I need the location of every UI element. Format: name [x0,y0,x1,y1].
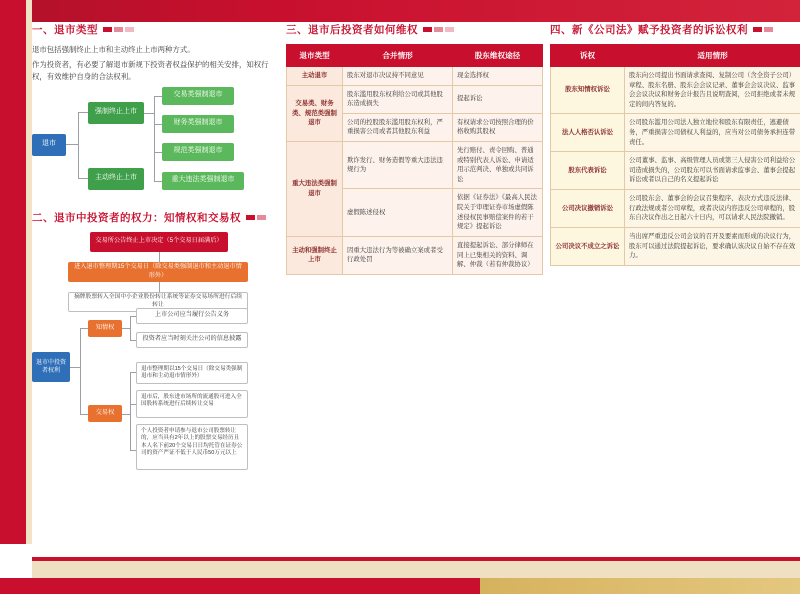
tree-note-announcement: 交易所公告终止上市决定（5个交易日届满后） [90,232,228,252]
table-row [287,236,543,274]
connector [122,328,130,329]
bottom-cream-band [32,561,800,578]
top-bar-gradient [0,0,800,22]
section-1-title: 一、退市类型 [32,24,98,36]
table-row [287,85,543,113]
row-case: 股东滥用股东权利给公司或其他股东造成损失 [343,85,453,113]
intro-paragraph-1: 退市包括强制终止上市和主动终止上市两种方式。 [32,45,195,54]
table-row [551,190,800,228]
company-law-rights-table [550,44,800,266]
top-decorative-bar [0,0,800,22]
col-header-route: 股东维权途径 [453,45,543,67]
connector [66,144,78,145]
col-header-case: 合并情形 [343,45,453,67]
col-header-right: 诉权 [551,45,625,67]
section-heading-1 [32,22,280,37]
column-two [286,22,542,275]
row-route: 直接提起诉讼、部分律师在同上已集相关的资料、调解、仲裁（若有仲裁协议） [453,236,543,274]
diagram1-leaf-trading: 交易类强制退市 [162,87,234,105]
section-heading-3 [286,22,542,37]
tree-leaf-watch-disclosure: 投资者应当时刻关注公司的信息披露 [136,332,248,348]
section-3-title: 三、退市后投资者如何维权 [286,24,418,36]
section-4-title: 四、新《公司法》赋予投资者的诉讼权利 [550,24,748,36]
right-case: 公司股东滥用公司法人独立地位和股东有限责任，逃避债务，严重损害公司债权人利益的，应当对公司债务承担连带责任。 [625,114,800,152]
right-case: 股东向公司提出书面请求查阅、复制公司（含全资子公司）章程、股东名册、股东会会议记录、董事会会议决议、监事会会议决议和财务会计报告且说明查阅，公司拒绝或者未规定的间内答复的。 [625,67,800,114]
row-type-both: 主动和强制终止上市 [287,236,343,274]
connector [154,181,162,182]
section-heading-2 [32,210,280,225]
table-row [551,67,800,114]
table-row [551,227,800,265]
rights-protection-table [286,44,543,275]
connector [159,282,160,292]
left-red-band [0,0,26,594]
section-heading-4 [550,22,800,37]
connector [80,328,88,329]
row-case: 股东对退市决议持不同意见 [343,67,453,86]
col-header-delisting-type: 退市类型 [287,45,343,67]
right-name: 股东代表诉讼 [551,152,625,190]
right-name: 公司决议撤销诉讼 [551,190,625,228]
right-name: 公司决议不成立之诉讼 [551,227,625,265]
connector [130,372,131,450]
tree-branch-trading-right: 交易权 [88,405,122,422]
tree-leaf-disclosure-duty: 上市公司应当履行公告义务 [136,308,248,324]
connector [78,112,79,178]
right-case: 公司股东会、董事会的会议召集程序、表决方式违反法律、行政法规或者公司章程，或者决议内容违反公司章程的，股东自决议作出之日起六十日内，可以请求人民法院撤销。 [625,190,800,228]
connector [78,178,88,179]
heading-dashes-1 [103,27,134,32]
row-type-major-violation: 重大违法类强制退市 [287,142,343,237]
column-one [32,22,280,462]
connector [154,124,162,125]
connector [154,96,155,182]
section-2-title: 二、退市中投资者的权力：知情权和交易权 [32,211,241,224]
right-case: 公司董事、监事、高级管理人员或第三人侵害公司利益给公司造成损失的，公司股东可以书面请求监事会、董事会提起诉讼或者以自己的名义提起诉讼 [625,152,800,190]
tree-root: 退市中投资者权利 [32,352,70,382]
row-type-voluntary: 主动退市 [287,67,343,86]
table-header-row [287,45,543,67]
row-case: 虚假陈述侵权 [343,189,453,236]
tree-leaf-after-delisting-transfer: 退市后，股东进市场所的流通股可进入全国股转系统进行后续转让交易 [136,390,248,418]
row-route: 依据《证券法》《最高人民法院关于审理证券市场虚假陈述侵权民事赔偿案件的若干规定》提起诉讼 [453,189,543,236]
diagram1-branch-forced: 强制终止上市 [88,102,144,124]
tree-leaf-delisting-period: 退市整理期以15个交易日（除交易类强制退市和主动退市情形外） [136,362,248,384]
heading-dashes-3 [423,27,454,32]
row-route: 提起诉讼 [453,85,543,113]
delisting-type-diagram [32,92,280,210]
row-route: 现金选择权 [453,67,543,86]
connector [80,328,81,414]
connector [78,112,88,113]
investor-rights-tree [32,232,280,462]
heading-dashes-2 [246,215,266,220]
column-three [550,22,800,266]
diagram1-root: 退市 [32,134,66,156]
intro-paragraph-2: 作为投资者，有必要了解退市新规下投资者权益保护的相关安排，知权行权，有效维护自身的合法权利。 [32,60,269,82]
table-header-row [551,45,800,67]
row-route: 先行赔付、责令回购、普通或特别代表人诉讼、申请适用示范判决、单独或共同诉讼 [453,142,543,189]
diagram1-leaf-major-violation: 重大违法类强制退市 [162,172,244,190]
tree-leaf-investor-threshold: 个人投资者申请参与退市公司股票转让的，应当具有2年以上的股票交易经历且本人名下前20个交易日日均托管在证券公司的资产严证不低于人民币50万元以上 [136,424,248,470]
diagram1-branch-voluntary: 主动终止上市 [88,168,144,190]
connector [80,414,88,415]
poster-page [32,22,800,528]
connector [154,152,162,153]
row-type-forced-regular: 交易类、财务类、规范类强制退市 [287,85,343,141]
diagram1-leaf-financial: 财务类强制退市 [162,115,234,133]
row-case: 公司的控股股东滥用股东权利，严重损害公司或者其他股东利益 [343,113,453,141]
connector [144,113,154,114]
connector [154,96,162,97]
table-row [287,67,543,86]
heading-dashes-4 [753,27,773,32]
row-case: 因重大违法行为等被确立案或者受行政处罚 [343,236,453,274]
connector [70,367,80,368]
connector [122,414,130,415]
connector [159,252,160,262]
right-name: 股东知情权诉讼 [551,67,625,114]
table-row [551,152,800,190]
tree-branch-information-right: 知情权 [88,320,122,337]
right-name: 法人人格否认诉讼 [551,114,625,152]
connector [130,316,131,340]
tree-note-transfer: 摘牌股票转入全国中小企业股份转让系统等证券交易场所进行后续转让 [68,292,248,312]
table-row [551,114,800,152]
table-row [287,142,543,189]
tree-note-delisting-period: 进入退市整理期15个交易日（除交易类强制退市和主动退市情形外） [68,262,248,282]
row-route: 有权请求公司按照合理的价格收购其股权 [453,113,543,141]
diagram1-leaf-compliance: 规范类强制退市 [162,143,234,161]
right-case: 当出席严重违反公司会议的召开及要素而形成的决议行为，股东可以通过法院提起诉讼，要求确认该决议自始不存在效力。 [625,227,800,265]
bottom-red-rule [32,557,800,561]
col-header-situation: 适用情形 [625,45,800,67]
row-case: 欺诈发行、财务造假等重大违法违规行为 [343,142,453,189]
bottom-decorative-strip [0,578,800,594]
